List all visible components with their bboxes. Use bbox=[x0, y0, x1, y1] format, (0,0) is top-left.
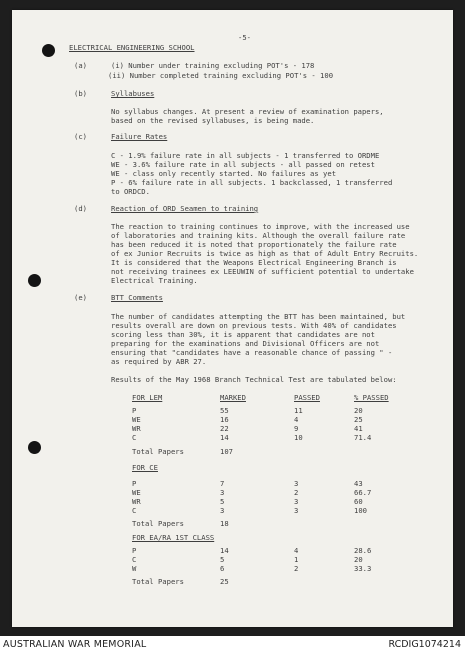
section-b-text: No syllabus changes. At present a review of examination papers, based on the revised syllabuses, is being made. bbox=[111, 107, 384, 125]
col-pct-header: % PASSED bbox=[354, 393, 389, 402]
section-c-title: Failure Rates bbox=[111, 132, 168, 141]
col-marked-header: MARKED bbox=[220, 393, 246, 402]
table-group-row bbox=[12, 463, 453, 472]
punch-hole bbox=[28, 274, 41, 287]
table-row: P 14 4 28.6 bbox=[132, 546, 372, 555]
section-a-line: (ii) Number completed training excluding POT's - 100 bbox=[108, 71, 334, 80]
table-row: C 3 3 100 bbox=[132, 506, 367, 515]
table-row: WE 3 2 66.7 bbox=[132, 488, 372, 497]
table-row: WR 5 3 60 bbox=[132, 497, 363, 506]
page-number: -5- bbox=[238, 33, 251, 42]
archive-footer bbox=[0, 636, 465, 653]
punch-hole bbox=[42, 44, 55, 57]
section-e-title: BTT Comments bbox=[111, 293, 163, 302]
section-d-title: Reaction of ORD Seamen to training bbox=[111, 204, 259, 213]
record-id: RCDIG1074214 bbox=[388, 639, 461, 650]
table-row: WE 16 4 25 bbox=[132, 415, 363, 424]
group-label: FOR LEM bbox=[132, 393, 163, 402]
table-total-row: Total Papers 25 bbox=[132, 577, 229, 586]
table-header-row bbox=[12, 393, 453, 402]
section-d-marker: (d) bbox=[74, 204, 87, 213]
table-intro: Results of the May 1968 Branch Technical Test are tabulated below: bbox=[111, 375, 397, 384]
table-row: W 6 2 33.3 bbox=[132, 564, 372, 573]
table-row: WR 22 9 41 bbox=[132, 424, 363, 433]
table-row: P 7 3 43 bbox=[132, 479, 363, 488]
table-row: P 55 11 20 bbox=[132, 406, 363, 415]
section-b-title: Syllabuses bbox=[111, 89, 155, 98]
archive-name: AUSTRALIAN WAR MEMORIAL bbox=[3, 639, 147, 650]
section-b-marker: (b) bbox=[74, 89, 87, 98]
table-row: C 14 10 71.4 bbox=[132, 433, 372, 442]
group-label: FOR EA/RA 1ST CLASS bbox=[132, 533, 215, 542]
document-page bbox=[12, 10, 453, 627]
section-a-marker: (a) bbox=[74, 61, 87, 70]
section-a-line: (i) Number under training excluding POT's - 178 bbox=[111, 61, 315, 70]
group-label: FOR CE bbox=[132, 463, 158, 472]
section-e-marker: (e) bbox=[74, 293, 87, 302]
section-c-marker: (c) bbox=[74, 132, 87, 141]
table-total-row: Total Papers 18 bbox=[132, 519, 229, 528]
col-passed-header: PASSED bbox=[294, 393, 320, 402]
section-d-text: The reaction to training continues to improve, with the increased use of laboratories and training kits. Although the overall failure rate has been reduced it is noted that proportionately the failure rate of ex Junior Recruits is twice as high as that of Adult Entry Recruits. It is considered that the Weapons Electrical Engineering Branch is not receiving trainees ex LEEUWIN of sufficient potential to undertake Electrical Training. bbox=[111, 222, 419, 285]
table-total-row: Total Papers 107 bbox=[132, 447, 233, 456]
page-heading: ELECTRICAL ENGINEERING SCHOOL bbox=[69, 43, 195, 52]
section-c-text: C - 1.9% failure rate in all subjects - 1 transferred to ORDME WE - 3.6% failure rate in all subjects - all passed on retest WE - class only recently started. No failures as yet P - 6% failure rate in all subjects. 1 backclassed, 1 transferred to ORDCD. bbox=[111, 151, 393, 196]
section-e-text: The number of candidates attempting the BTT has been maintained, but results overall are down on previous tests. With 40% of candidates scoring less than 30%, it is apparent that candidates are not preparing for the examinations and Divisional Officers are not ensuring that "candidates have a reasonable chance of passing " - as required by ABR 27. bbox=[111, 312, 406, 366]
table-row: C 5 1 20 bbox=[132, 555, 363, 564]
table-group-row bbox=[12, 533, 453, 542]
